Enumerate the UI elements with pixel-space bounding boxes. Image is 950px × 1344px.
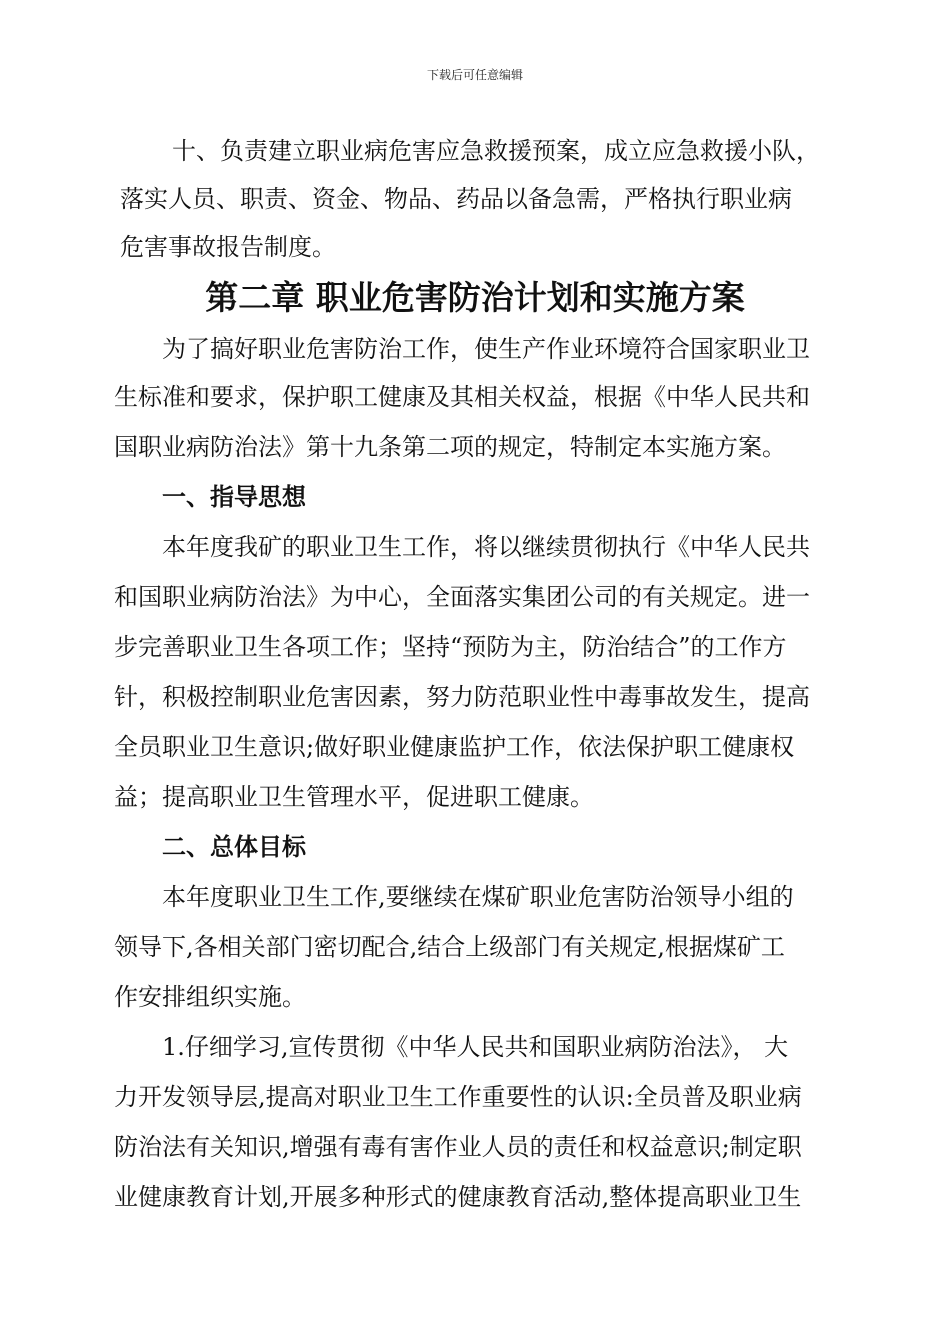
chapter-title: 第二章 职业危害防治计划和实施方案	[205, 278, 745, 317]
section-heading-overall-goal: 二、总体目标	[162, 833, 306, 861]
paragraph-line: 作安排组织实施。	[114, 983, 306, 1011]
paragraph-line: 1.仔细学习,宣传贯彻《中华人民共和国职业病防治法》， 大	[162, 1033, 789, 1061]
paragraph-line: 为了搞好职业危害防治工作，使生产作业环境符合国家职业卫	[162, 335, 810, 363]
paragraph-line: 本年度职业卫生工作,要继续在煤矿职业危害防治领导小组的	[162, 883, 794, 911]
paragraph-line: 步完善职业卫生各项工作；坚持“预防为主，防治结合”的工作方	[114, 633, 787, 661]
paragraph-line: 防治法有关知识,增强有毒有害作业人员的责任和权益意识;制定职	[114, 1133, 802, 1161]
paragraph-line: 本年度我矿的职业卫生工作，将以继续贯彻执行《中华人民共	[162, 533, 810, 561]
paragraph-line: 国职业病防治法》第十九条第二项的规定，特制定本实施方案。	[114, 433, 786, 461]
page-header: 下载后可任意编辑	[426, 68, 523, 82]
paragraph-line: 生标准和要求，保护职工健康及其相关权益，根据《中华人民共和	[114, 383, 810, 411]
paragraph-line: 针，积极控制职业危害因素，努力防范职业性中毒事故发生，提高	[114, 683, 810, 711]
paragraph-line: 和国职业病防治法》为中心，全面落实集团公司的有关规定。进一	[114, 583, 810, 611]
paragraph-line: 力开发领导层,提高对职业卫生工作重要性的认识:全员普及职业病	[114, 1083, 802, 1111]
paragraph-line: 十、负责建立职业病危害应急救援预案，成立应急救援小队，	[172, 137, 820, 165]
paragraph-line: 业健康教育计划,开展多种形式的健康教育活动,整体提高职业卫生	[114, 1183, 802, 1211]
paragraph-line: 益；提高职业卫生管理水平，促进职工健康。	[114, 783, 594, 811]
paragraph-line: 落实人员、职责、资金、物品、药品以备急需，严格执行职业病	[120, 185, 792, 213]
paragraph-line: 全员职业卫生意识;做好职业健康监护工作，依法保护职工健康权	[114, 733, 795, 761]
paragraph-line: 领导下,各相关部门密切配合,结合上级部门有关规定,根据煤矿工	[114, 933, 785, 961]
paragraph-line: 危害事故报告制度。	[120, 233, 336, 261]
section-heading-guiding-thought: 一、指导思想	[162, 483, 306, 511]
